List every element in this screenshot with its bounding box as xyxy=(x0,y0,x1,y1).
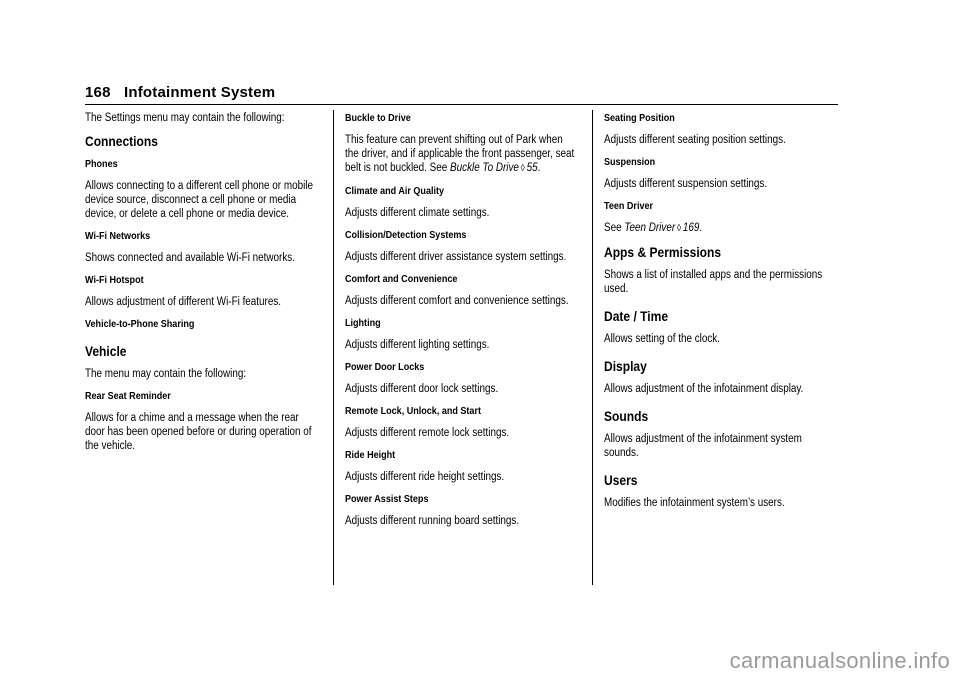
lighting-title: Lighting xyxy=(345,317,381,329)
seating-title: Seating Position xyxy=(604,112,675,124)
ride-height-text: Adjusts different ride height settings. xyxy=(345,471,505,483)
buckle-text: This feature can prevent shifting out of Park when the driver, and if applicable the front passenger, seat belt is not buckled. See xyxy=(345,134,575,174)
phones-text: Allows connecting to a different cell phone or mobile device source, disconnect a cell phone or media device, or delete a cell phone or media device. xyxy=(85,180,313,220)
rear-seat-title: Rear Seat Reminder xyxy=(85,390,171,402)
collision-title: Collision/Detection Systems xyxy=(345,229,467,241)
teen-period: . xyxy=(699,222,703,234)
date-time-heading: Date / Time xyxy=(604,308,669,324)
buckle-title: Buckle to Drive xyxy=(345,112,411,124)
wifi-networks-text: Shows connected and available Wi-Fi networks. xyxy=(85,252,296,264)
assist-steps-title: Power Assist Steps xyxy=(345,493,429,505)
page-header xyxy=(85,84,838,105)
buckle-ref-page[interactable]: 55 xyxy=(526,162,538,174)
teen-driver-paragraph xyxy=(604,221,836,236)
assist-steps-text: Adjusts different running board settings. xyxy=(345,515,520,527)
wifi-hotspot-text: Allows adjustment of different Wi-Fi features. xyxy=(85,296,282,308)
apps-heading: Apps & Permissions xyxy=(604,244,722,260)
users-heading: Users xyxy=(604,472,638,488)
remote-text: Adjusts different remote lock settings. xyxy=(345,427,510,439)
page-number: 168 xyxy=(85,84,111,101)
rear-seat-text: Allows for a chime and a message when the rear door has been opened before or during operation of the vehicle. xyxy=(85,412,312,452)
wifi-hotspot-title: Wi-Fi Hotspot xyxy=(85,274,144,286)
vehicle-to-phone-title: Vehicle-to-Phone Sharing xyxy=(85,318,195,330)
seating-text: Adjusts different seating position settings. xyxy=(604,134,786,146)
teen-ref-link[interactable]: Teen Driver xyxy=(624,222,676,234)
door-locks-title: Power Door Locks xyxy=(345,361,425,373)
buckle-period: . xyxy=(537,162,541,174)
column-divider-2 xyxy=(592,110,593,585)
sounds-heading: Sounds xyxy=(604,408,649,424)
page-ref-arrow-icon: ◊ xyxy=(520,163,525,174)
page-ref-arrow-icon: ◊ xyxy=(676,223,682,234)
climate-title: Climate and Air Quality xyxy=(345,185,445,197)
users-text: Modifies the infotainment system’s users. xyxy=(604,497,785,509)
suspension-title: Suspension xyxy=(604,156,656,168)
climate-text: Adjusts different climate settings. xyxy=(345,207,490,219)
collision-text: Adjusts different driver assistance system settings. xyxy=(345,251,567,263)
intro-text: The Settings menu may contain the following: xyxy=(85,112,285,124)
teen-ref-page[interactable]: 169 xyxy=(682,222,700,234)
buckle-ref-link[interactable]: Buckle To Drive xyxy=(450,162,519,174)
column-2 xyxy=(345,111,577,536)
display-text: Allows adjustment of the infotainment display. xyxy=(604,383,804,395)
watermark-text: carmanualsonline.info xyxy=(729,648,950,673)
suspension-text: Adjusts different suspension settings. xyxy=(604,178,768,190)
sounds-text: Allows adjustment of the infotainment system sounds. xyxy=(604,433,802,459)
column-divider-1 xyxy=(333,110,334,585)
comfort-text: Adjusts different comfort and convenience settings. xyxy=(345,295,569,307)
door-locks-text: Adjusts different door lock settings. xyxy=(345,383,499,395)
date-time-text: Allows setting of the clock. xyxy=(604,333,720,345)
column-3 xyxy=(604,111,836,518)
teen-driver-title: Teen Driver xyxy=(604,200,654,212)
lighting-text: Adjusts different lighting settings. xyxy=(345,339,490,351)
ride-height-title: Ride Height xyxy=(345,449,396,461)
phones-title: Phones xyxy=(85,158,118,170)
section-title: Infotainment System xyxy=(124,84,276,101)
wifi-networks-title: Wi-Fi Networks xyxy=(85,230,151,242)
apps-text: Shows a list of installed apps and the permissions used. xyxy=(604,269,823,295)
comfort-title: Comfort and Convenience xyxy=(345,273,458,285)
connections-heading: Connections xyxy=(85,133,158,149)
column-1 xyxy=(85,111,317,461)
teen-see-text: See xyxy=(604,222,622,234)
remote-title: Remote Lock, Unlock, and Start xyxy=(345,405,481,417)
display-heading: Display xyxy=(604,358,647,374)
vehicle-text: The menu may contain the following: xyxy=(85,368,247,380)
vehicle-heading: Vehicle xyxy=(85,343,127,359)
buckle-paragraph xyxy=(345,133,577,176)
